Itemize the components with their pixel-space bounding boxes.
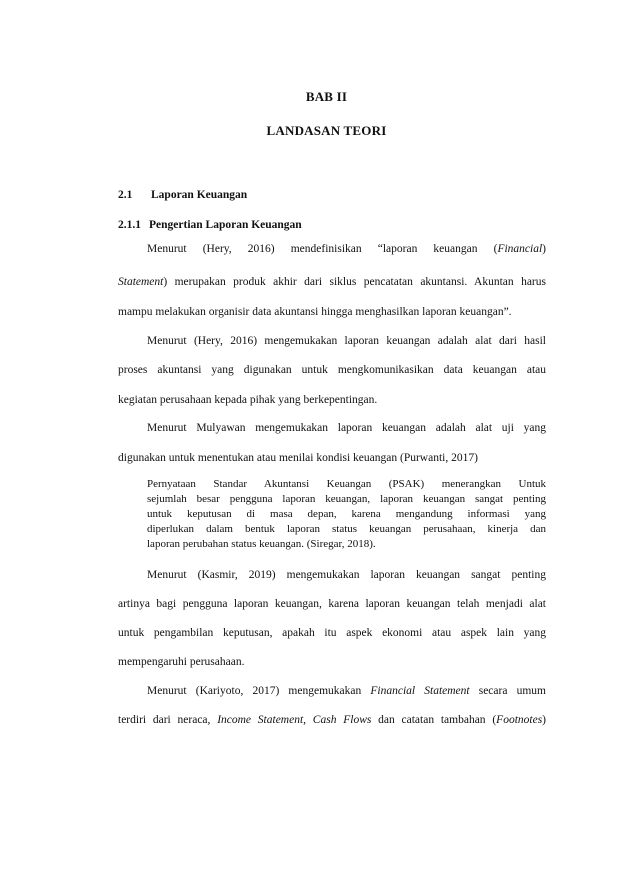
paragraph-line: mempengaruhi perusahaan. [118,656,245,668]
italic-term: Financial [497,243,543,255]
paragraph-line: proses akuntansi yang digunakan untuk mengkomunikasikan data keuangan atau [118,364,546,376]
paragraph-line: untuk pengambilan keputusan, apakah itu aspek ekonomi atau aspek lain yang [118,627,546,639]
section-title: Laporan Keuangan [151,189,248,201]
text-span: Menurut (Hery, 2016) mendefinisikan “laporan keuangan ( [147,243,498,255]
quote-line: Pernyataan Standar Akuntansi Keuangan (PSAK) menerangkan Untuk [147,478,546,490]
paragraph-line: digunakan untuk menentukan atau menilai kondisi keuangan (Purwanti, 2017) [118,452,478,464]
text-span: dan catatan tambahan ( [371,714,497,726]
paragraph-line [147,684,546,698]
italic-term: Statement [118,276,164,288]
paragraph-line: artinya bagi pengguna laporan keuangan, karena laporan keuangan telah menjadi alat [118,598,546,610]
paragraph-line [118,275,546,289]
quote-line: laporan perubahan status keuangan. (Siregar, 2018). [147,538,376,550]
italic-term: Income Statement, Cash Flows [217,714,372,726]
chapter-number: BAB II [305,89,348,104]
text-span: secara umum [469,685,546,697]
subsection-title: Pengertian Laporan Keuangan [149,219,302,231]
text-span: terdiri dari neraca, [118,714,218,726]
paragraph-line: Menurut (Kasmir, 2019) mengemukakan laporan keuangan sangat penting [147,569,546,581]
paragraph-line: mampu melakukan organisir data akuntansi hingga menghasilkan laporan keuangan”. [118,306,512,318]
paragraph-line: Menurut (Hery, 2016) mendefinisikan “laporan keuangan (Financial) [147,243,546,255]
quote-line: untuk keputusan di masa depan, karena mengandung informasi yang [147,508,546,520]
section-heading [118,189,247,201]
subsection-number: 2.1.1 [118,219,141,231]
text-span: ) [542,714,547,726]
quote-line: sejumlah besar pengguna laporan keuangan, laporan keuangan sangat penting [147,493,546,505]
text-span: Menurut (Kariyoto, 2017) mengemukakan [147,685,371,697]
chapter-title: LANDASAN TEORI [266,123,387,138]
section-number: 2.1 [118,189,133,201]
italic-term: Footnotes [496,714,543,726]
paragraph-line: Menurut (Hery, 2016) mengemukakan laporan keuangan adalah alat dari hasil [147,335,546,347]
paragraph-line [118,713,546,727]
subsection-heading [118,219,302,231]
italic-term: Financial Statement [370,685,470,697]
quote-line: diperlukan dalam bentuk laporan status keuangan perusahaan, kinerja dan [147,523,546,535]
paragraph-line: Menurut Mulyawan mengemukakan laporan keuangan adalah alat uji yang [147,422,546,434]
text-span: ) merupakan produk akhir dari siklus pencatatan akuntansi. Akuntan harus [163,276,546,288]
paragraph-line: kegiatan perusahaan kepada pihak yang berkepentingan. [118,394,378,406]
